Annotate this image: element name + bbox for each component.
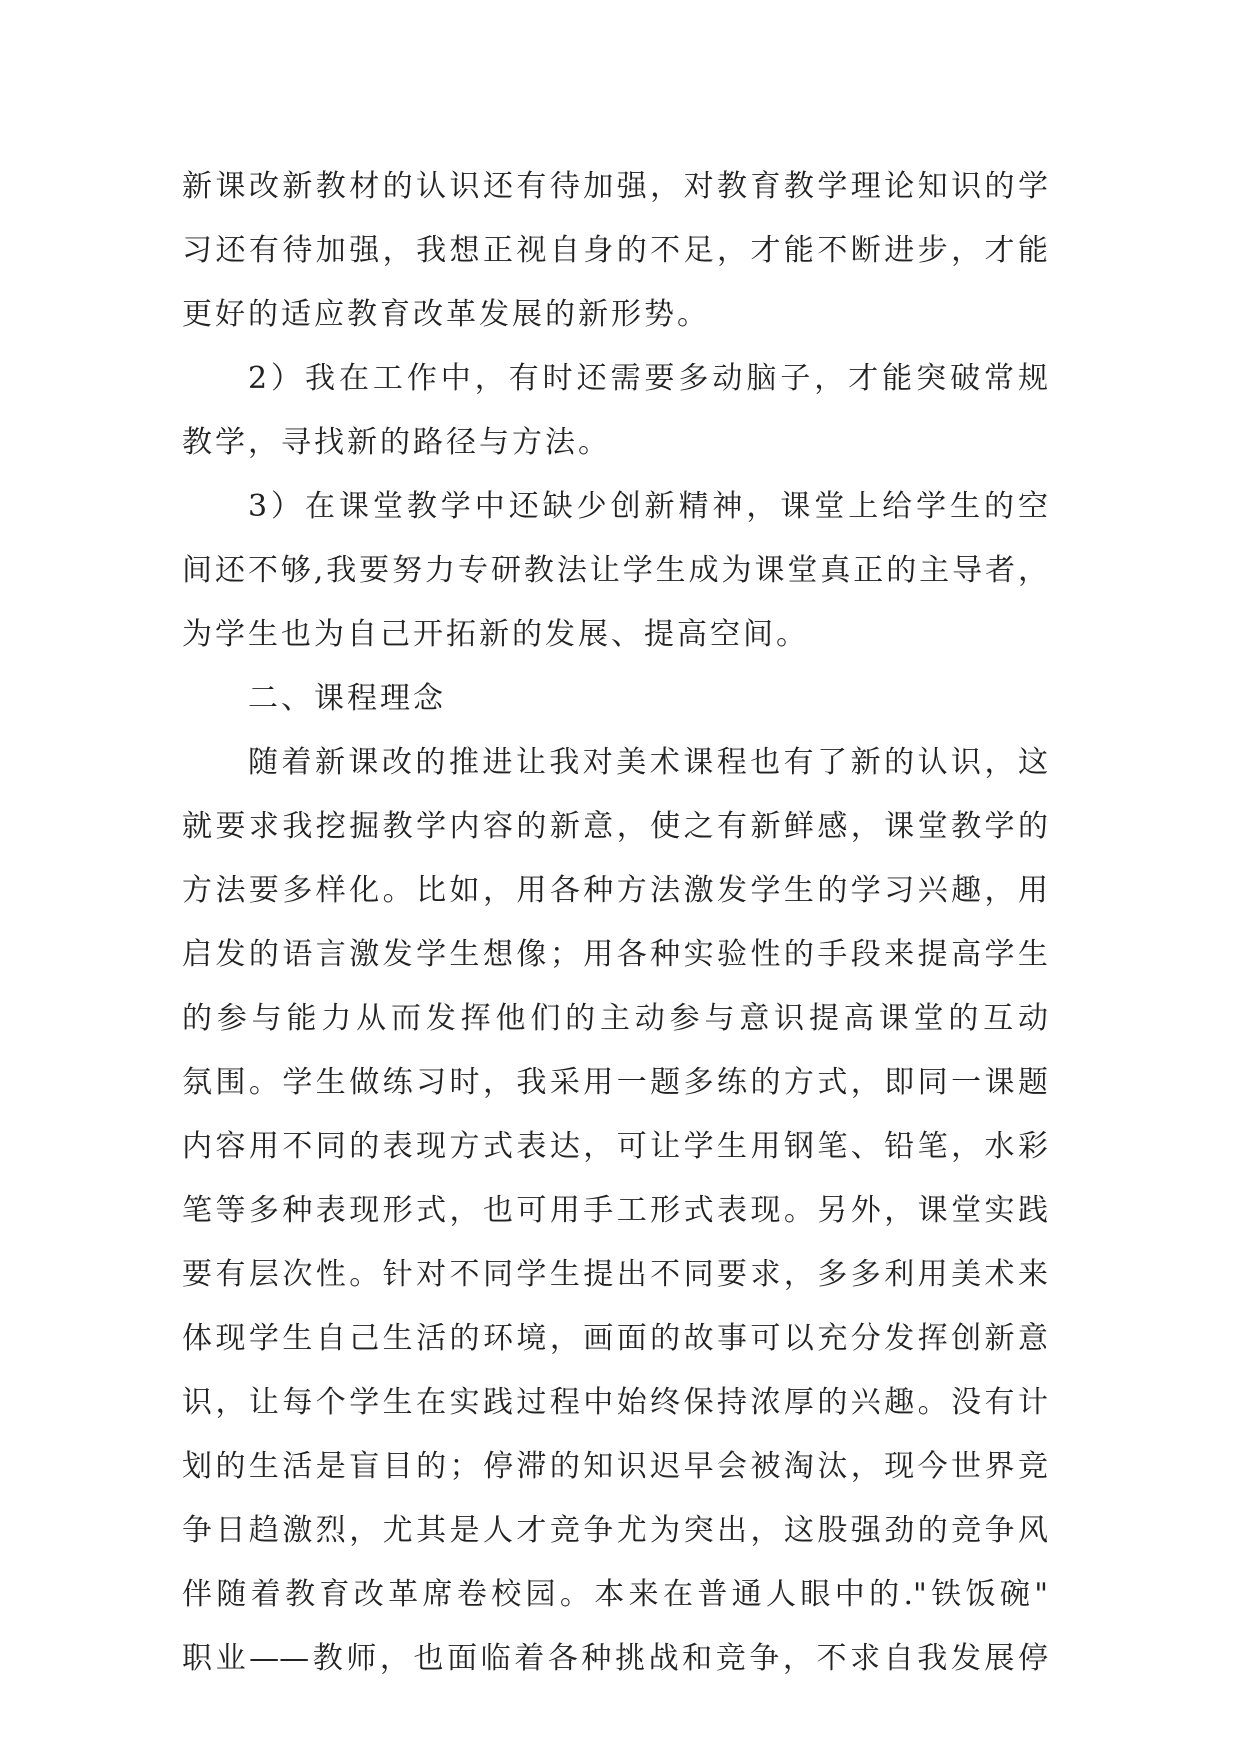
text-line: 要有层次性。针对不同学生提出不同要求，多多利用美术来 (182, 1257, 1048, 1292)
text-line: 2）我在工作中，有时还需要多动脑子，才能突破常规 (248, 361, 1048, 396)
text-line: 争日趋激烈，尤其是人才竞争尤为突出，这股强劲的竞争风 (182, 1513, 1048, 1548)
text-line: 更好的适应教育改革发展的新形势。 (182, 297, 710, 332)
text-line: 随着新课改的推进让我对美术课程也有了新的认识，这 (248, 745, 1048, 780)
text-line: 为学生也为自己开拓新的发展、提高空间。 (182, 617, 809, 652)
text-line: 就要求我挖掘教学内容的新意，使之有新鲜感，课堂教学的 (182, 809, 1048, 844)
text-line: 氛围。学生做练习时，我采用一题多练的方式，即同一课题 (182, 1065, 1048, 1100)
text-line: 伴随着教育改革席卷校园。本来在普通人眼中的."铁饭碗" (182, 1577, 1048, 1612)
text-line: 习还有待加强，我想正视自身的不足，才能不断进步，才能 (182, 233, 1048, 268)
text-line: 识，让每个学生在实践过程中始终保持浓厚的兴趣。没有计 (182, 1385, 1048, 1420)
document-body (182, 155, 1048, 1691)
section-heading: 二、课程理念 (248, 681, 446, 716)
text-line: 间还不够,我要努力专研教法让学生成为课堂真正的主导者， (182, 553, 1048, 588)
text-line: 体现学生自己生活的环境，画面的故事可以充分发挥创新意 (182, 1321, 1048, 1356)
text-line: 方法要多样化。比如，用各种方法激发学生的学习兴趣，用 (182, 873, 1048, 908)
text-line: 启发的语言激发学生想像；用各种实验性的手段来提高学生 (182, 937, 1048, 972)
text-line: 划的生活是盲目的；停滞的知识迟早会被淘汰，现今世界竞 (182, 1449, 1048, 1484)
text-line: 的参与能力从而发挥他们的主动参与意识提高课堂的互动 (182, 1001, 1048, 1036)
text-line: 3）在课堂教学中还缺少创新精神，课堂上给学生的空 (248, 489, 1048, 524)
text-line: 内容用不同的表现方式表达，可让学生用钢笔、铅笔，水彩 (182, 1129, 1048, 1164)
text-line: 教学，寻找新的路径与方法。 (182, 425, 611, 460)
text-line: 笔等多种表现形式，也可用手工形式表现。另外，课堂实践 (182, 1193, 1048, 1228)
text-line: 新课改新教材的认识还有待加强，对教育教学理论知识的学 (182, 169, 1048, 204)
text-line: 职业——教师，也面临着各种挑战和竞争，不求自我发展停 (182, 1641, 1048, 1676)
